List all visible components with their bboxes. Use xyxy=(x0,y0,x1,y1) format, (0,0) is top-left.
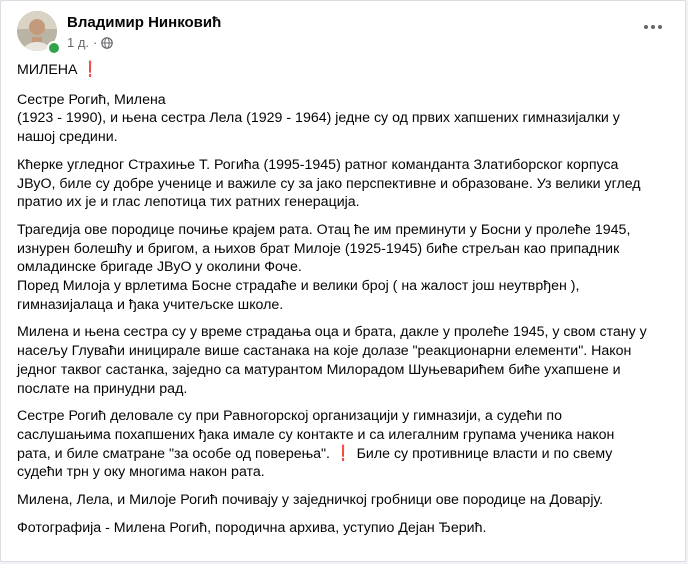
paragraph-3 xyxy=(17,221,667,315)
more-options-icon[interactable] xyxy=(639,15,667,39)
post-time[interactable]: 1 д. xyxy=(67,35,90,50)
text-line: Милена и њена сестра су у време страдања оца и брата, дакле у пролеће 1945, у свом стану у xyxy=(17,324,647,341)
paragraph-5 xyxy=(17,407,667,482)
post-meta xyxy=(67,35,113,50)
text-line: Трагедија ове породице почиње крајем рата. Отац ће им преминути у Босни у пролеће 1945, xyxy=(17,221,631,238)
text-line: рата, и биле сматране "за особе од поверења". ❗ Биле су противнице власти и по свему xyxy=(17,444,613,462)
text-line: ЈВуО, биле су добре ученице и важиле су за јако перспективне и образоване. Уз велики углед xyxy=(17,175,641,192)
text-line: Сестре Рогић деловале су при Равногорској организацији у гимназији, а судећи по xyxy=(17,408,562,425)
post-title: МИЛЕНА ❗ xyxy=(17,61,98,78)
meta-separator: · xyxy=(93,35,98,50)
globe-icon[interactable] xyxy=(101,37,113,49)
text-line: једног таквог састанка, заједно са матурантом Милорадом Шуњеварићем биће ухапшене и xyxy=(17,361,621,378)
author-name[interactable]: Владимир Нинковић xyxy=(67,14,222,31)
text-line: судећи трн у оку многима након рата. xyxy=(17,464,265,481)
text-line: насељу Глуваћи иницирале више састанака на које долазе "реакционарни елементи". Након xyxy=(17,343,632,360)
post-text xyxy=(17,61,667,546)
text-line: (1923 - 1990), и њена сестра Лела (1929 - 1964) једне су од првих хапшених гимназијалки у xyxy=(17,110,620,127)
paragraph-6 xyxy=(17,491,667,510)
exclamation-icon: ❗ xyxy=(336,444,350,462)
online-status-icon xyxy=(47,41,61,55)
paragraph-1 xyxy=(17,91,667,147)
text-line: Поред Милоја у врлетима Босне страдаће и велики број ( на жалост још неутврђен ), xyxy=(17,278,580,295)
text-line: изнурен болешћу и бригом, а њихов брат Милоје (1925-1945) биће стрељан као припадник xyxy=(17,240,620,257)
text-line: нашој средини. xyxy=(17,129,118,146)
exclamation-icon: ❗ xyxy=(84,61,98,78)
paragraph-4 xyxy=(17,323,667,398)
text-line: омладинске бригаде ЈВуО у околини Фоче. xyxy=(17,259,302,276)
text-line: саслушањима похапшених ђака имале су контакте и са илегалним групама ученика након xyxy=(17,426,615,443)
text-line: пратио их је и глас лепотица тих ратних генерација. xyxy=(17,194,360,211)
paragraph-7 xyxy=(17,519,667,538)
text-line: Сестре Рогић, Милена xyxy=(17,91,166,108)
text-line: Кћерке угледног Страхиње Т. Рогића (1995-1945) ратног команданта Златиборског корпуса xyxy=(17,156,619,173)
paragraph-2 xyxy=(17,156,667,212)
post-header xyxy=(17,11,667,53)
text-line: Фотографија - Милена Рогић, породична архива, уступио Дејан Ђерић. xyxy=(17,519,487,536)
text-line: Милена, Лела, и Милоје Рогић почивају у заједничкој гробници ове породице на Доварју. xyxy=(17,492,604,509)
text-line: послате на принудни рад. xyxy=(17,380,188,397)
text-line: гимназијалаца и ђака учитељске школе. xyxy=(17,296,284,313)
